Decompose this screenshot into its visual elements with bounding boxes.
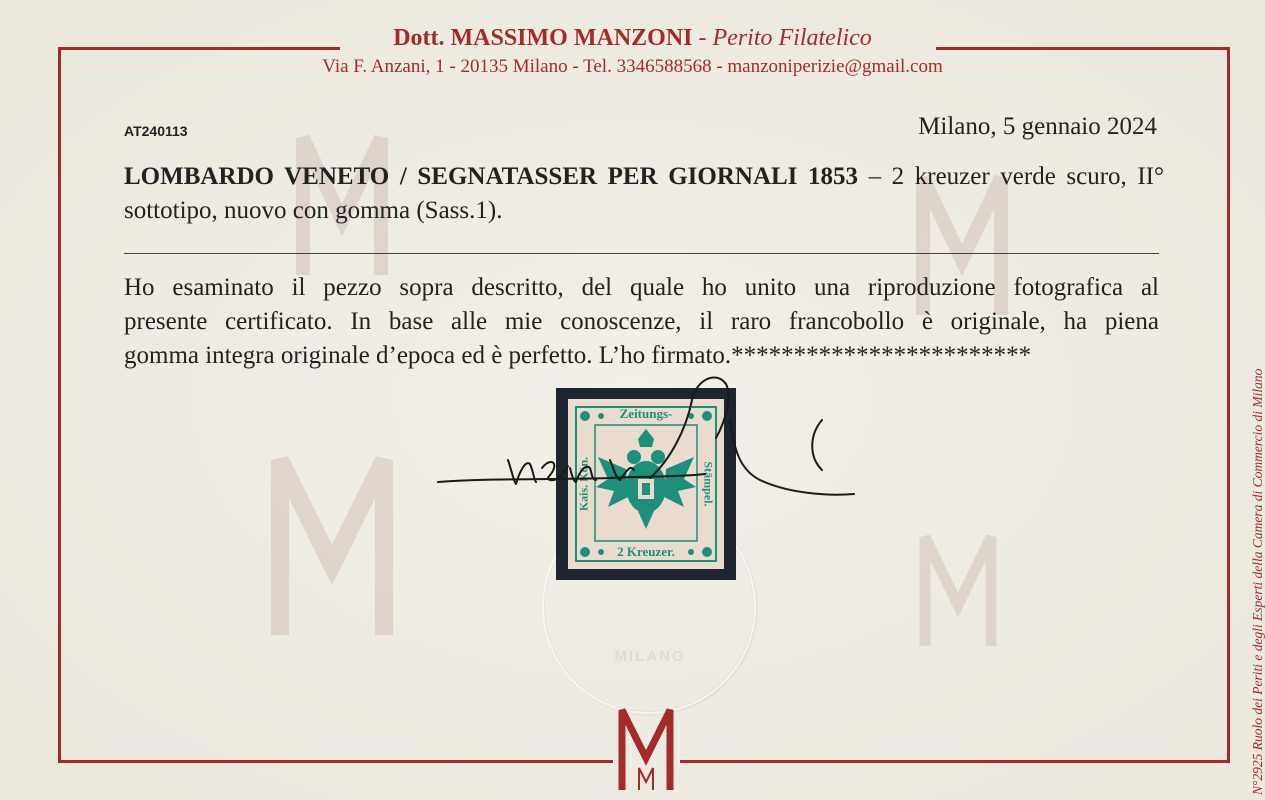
stamp-description-bold: LOMBARDO VENETO / SEGNATASSER PER GIORNALI 1853 bbox=[124, 163, 858, 190]
stamp-bottom-text: 2 Kreuzer. bbox=[617, 544, 675, 559]
frame-right bbox=[1227, 47, 1230, 763]
watermark-monogram-bottom-left bbox=[270, 450, 395, 640]
body-line: gomma integra originale d’epoca ed è perfetto. L’ho firmato.************************ bbox=[124, 342, 1032, 369]
stamp-left-text: Kais. Kön. bbox=[576, 456, 591, 512]
expert-registry-side-text: N°2925 Ruolo dei Periti e degli Esperti della Camera di Commercio di Milano bbox=[1250, 368, 1265, 795]
expert-title: - Perito Filatelico bbox=[692, 25, 872, 51]
manzoni-logo-icon bbox=[617, 706, 675, 794]
embossed-seal-text: MILANO bbox=[614, 648, 686, 665]
frame-left bbox=[58, 47, 61, 763]
expert-address: Via F. Anzani, 1 - 20135 Milano - Tel. 3346588568 - manzoniperizie@gmail.com bbox=[322, 56, 943, 77]
frame-bottom-left bbox=[58, 760, 613, 763]
stamp-description-rest: – 2 kreuzer verde scuro, II° sottotipo, nuovo con gomma (Sass.1). bbox=[124, 163, 1164, 224]
expert-name-bold: Dott. MASSIMO MANZONI bbox=[393, 25, 693, 51]
divider bbox=[124, 253, 1159, 254]
watermark-monogram-bottom-right bbox=[918, 530, 998, 650]
stamp-top-text: Zeitungs- bbox=[619, 406, 673, 421]
stamp-right-text: Stämpel. bbox=[701, 461, 716, 507]
stamp-description bbox=[124, 160, 1164, 228]
body-line: Ho esaminato il pezzo sopra descritto, del quale ho unito una riproduzione fotografica al bbox=[124, 274, 1159, 301]
certificate-id: AT240113 bbox=[124, 123, 188, 139]
body-line: presente certificato. In base alle mie conoscenze, il raro francobollo è originale, ha piena bbox=[124, 308, 1159, 335]
handwritten-signature bbox=[430, 360, 860, 510]
certificate-date: Milano, 5 gennaio 2024 bbox=[918, 113, 1157, 140]
expert-name bbox=[0, 25, 1265, 52]
frame-bottom-right bbox=[680, 760, 1230, 763]
